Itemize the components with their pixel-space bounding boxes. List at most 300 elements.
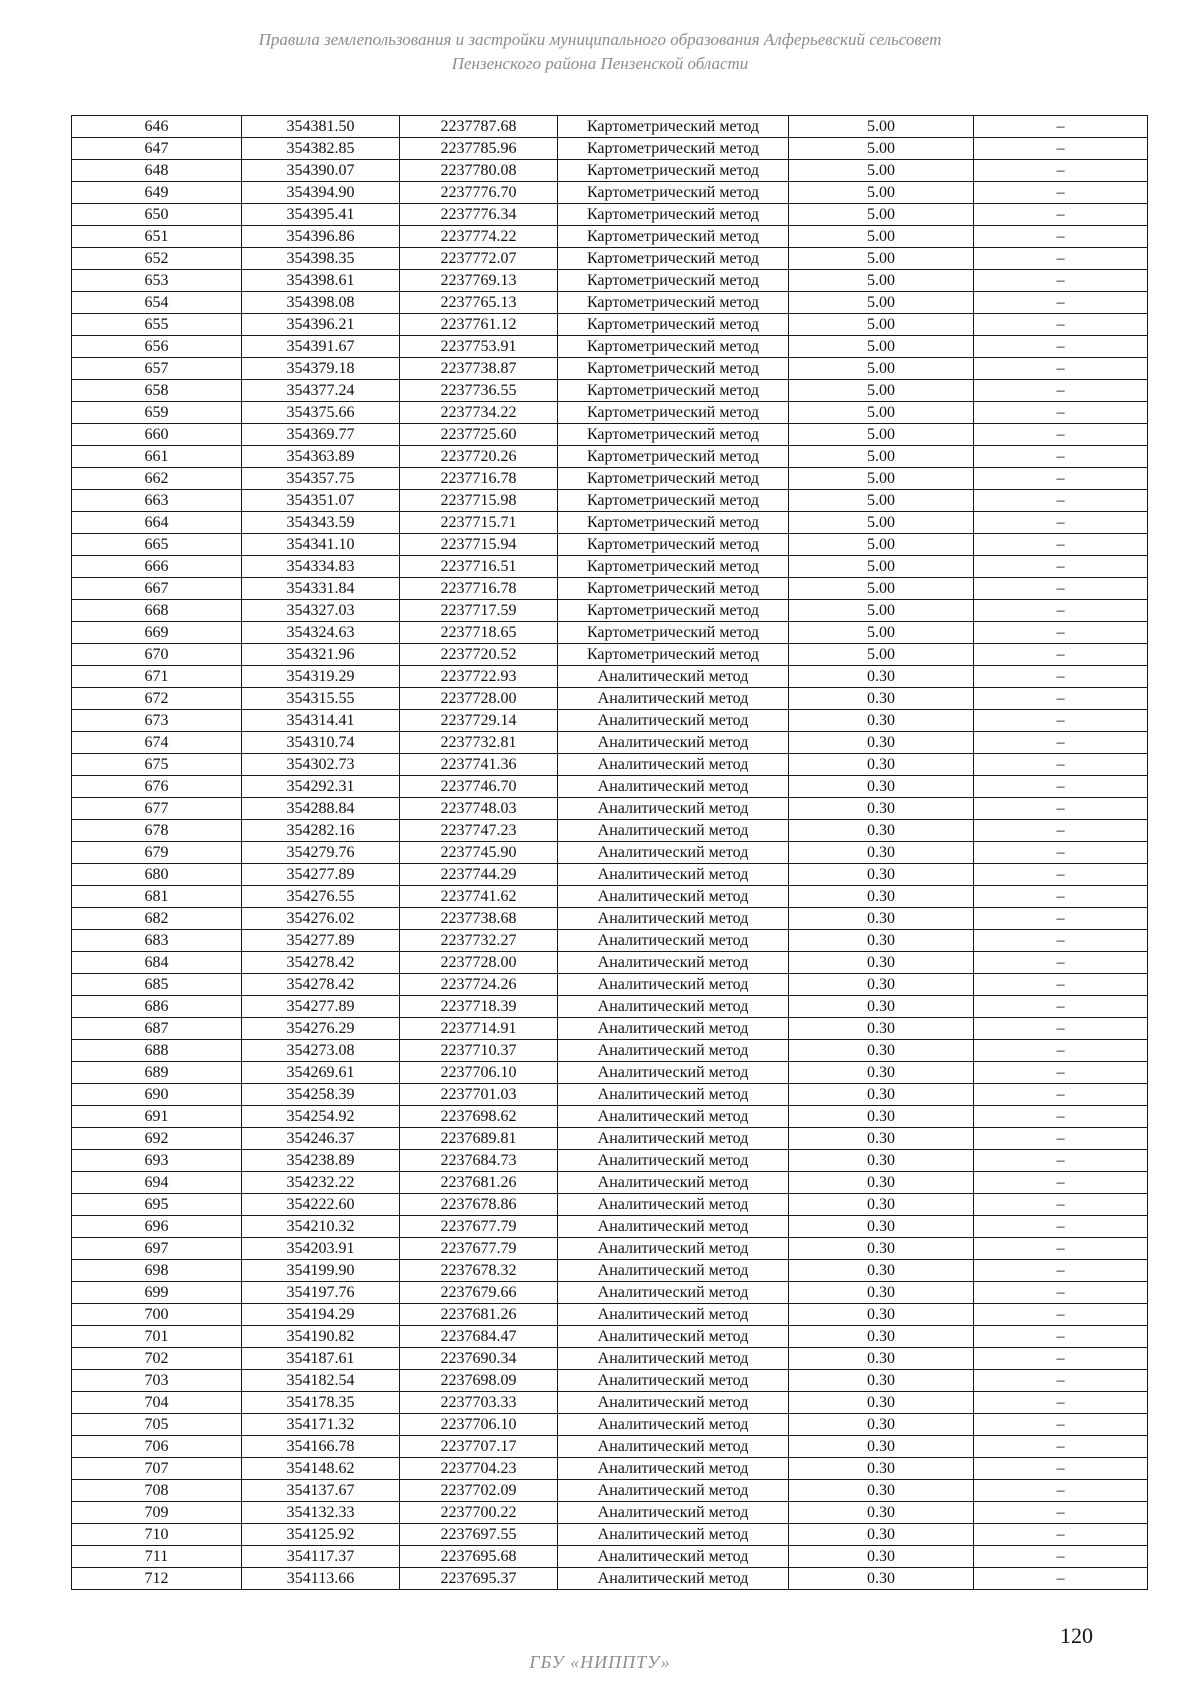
table-row [72,248,1148,270]
point-number-cell: 672 [72,688,242,710]
method-cell: Аналитический метод [558,864,789,886]
method-cell: Аналитический метод [558,908,789,930]
accuracy-cell: 0.30 [789,1546,974,1568]
method-cell: Картометрический метод [558,248,789,270]
point-number-cell: 676 [72,776,242,798]
table-row [72,468,1148,490]
accuracy-cell: 5.00 [789,336,974,358]
point-number-cell: 654 [72,292,242,314]
point-number-cell: 692 [72,1128,242,1150]
x-coordinate-cell: 354178.35 [242,1392,400,1414]
point-number-cell: 669 [72,622,242,644]
coordinates-table [71,115,1148,1590]
note-cell: – [974,1150,1148,1172]
table-row [72,512,1148,534]
table-row [72,1436,1148,1458]
y-coordinate-cell: 2237787.68 [400,116,558,138]
point-number-cell: 699 [72,1282,242,1304]
y-coordinate-cell: 2237720.52 [400,644,558,666]
y-coordinate-cell: 2237703.33 [400,1392,558,1414]
point-number-cell: 670 [72,644,242,666]
accuracy-cell: 5.00 [789,204,974,226]
y-coordinate-cell: 2237734.22 [400,402,558,424]
accuracy-cell: 0.30 [789,1172,974,1194]
point-number-cell: 665 [72,534,242,556]
point-number-cell: 653 [72,270,242,292]
note-cell: – [974,138,1148,160]
accuracy-cell: 5.00 [789,358,974,380]
point-number-cell: 697 [72,1238,242,1260]
method-cell: Аналитический метод [558,820,789,842]
y-coordinate-cell: 2237785.96 [400,138,558,160]
y-coordinate-cell: 2237744.29 [400,864,558,886]
method-cell: Аналитический метод [558,1392,789,1414]
method-cell: Картометрический метод [558,380,789,402]
accuracy-cell: 0.30 [789,754,974,776]
note-cell: – [974,1062,1148,1084]
note-cell: – [974,754,1148,776]
note-cell: – [974,424,1148,446]
point-number-cell: 647 [72,138,242,160]
note-cell: – [974,1370,1148,1392]
note-cell: – [974,1128,1148,1150]
x-coordinate-cell: 354273.08 [242,1040,400,1062]
method-cell: Аналитический метод [558,1172,789,1194]
x-coordinate-cell: 354398.61 [242,270,400,292]
accuracy-cell: 5.00 [789,116,974,138]
point-number-cell: 709 [72,1502,242,1524]
y-coordinate-cell: 2237765.13 [400,292,558,314]
y-coordinate-cell: 2237681.26 [400,1304,558,1326]
method-cell: Аналитический метод [558,1106,789,1128]
table-row [72,1172,1148,1194]
method-cell: Картометрический метод [558,424,789,446]
accuracy-cell: 0.30 [789,1392,974,1414]
method-cell: Аналитический метод [558,952,789,974]
accuracy-cell: 0.30 [789,1128,974,1150]
method-cell: Аналитический метод [558,996,789,1018]
x-coordinate-cell: 354357.75 [242,468,400,490]
x-coordinate-cell: 354232.22 [242,1172,400,1194]
method-cell: Аналитический метод [558,776,789,798]
y-coordinate-cell: 2237776.34 [400,204,558,226]
table-row [72,1458,1148,1480]
x-coordinate-cell: 354398.35 [242,248,400,270]
table-row [72,138,1148,160]
method-cell: Аналитический метод [558,710,789,732]
accuracy-cell: 0.30 [789,1414,974,1436]
y-coordinate-cell: 2237746.70 [400,776,558,798]
note-cell: – [974,1568,1148,1590]
accuracy-cell: 0.30 [789,1194,974,1216]
note-cell: – [974,644,1148,666]
note-cell: – [974,402,1148,424]
x-coordinate-cell: 354334.83 [242,556,400,578]
accuracy-cell: 0.30 [789,842,974,864]
x-coordinate-cell: 354292.31 [242,776,400,798]
method-cell: Аналитический метод [558,1524,789,1546]
table-row [72,996,1148,1018]
x-coordinate-cell: 354327.03 [242,600,400,622]
x-coordinate-cell: 354277.89 [242,864,400,886]
note-cell: – [974,380,1148,402]
y-coordinate-cell: 2237732.27 [400,930,558,952]
note-cell: – [974,1018,1148,1040]
point-number-cell: 694 [72,1172,242,1194]
x-coordinate-cell: 354343.59 [242,512,400,534]
note-cell: – [974,226,1148,248]
table-row [72,1304,1148,1326]
note-cell: – [974,336,1148,358]
accuracy-cell: 0.30 [789,1084,974,1106]
point-number-cell: 703 [72,1370,242,1392]
table-row [72,1568,1148,1590]
x-coordinate-cell: 354117.37 [242,1546,400,1568]
x-coordinate-cell: 354382.85 [242,138,400,160]
point-number-cell: 684 [72,952,242,974]
table-row [72,1128,1148,1150]
y-coordinate-cell: 2237677.79 [400,1238,558,1260]
point-number-cell: 702 [72,1348,242,1370]
accuracy-cell: 5.00 [789,512,974,534]
method-cell: Аналитический метод [558,1150,789,1172]
accuracy-cell: 5.00 [789,600,974,622]
table-row [72,1414,1148,1436]
method-cell: Картометрический метод [558,358,789,380]
y-coordinate-cell: 2237741.62 [400,886,558,908]
note-cell: – [974,468,1148,490]
y-coordinate-cell: 2237720.26 [400,446,558,468]
note-cell: – [974,534,1148,556]
note-cell: – [974,1194,1148,1216]
table-row [72,1040,1148,1062]
table-row [72,952,1148,974]
y-coordinate-cell: 2237718.65 [400,622,558,644]
table-row [72,446,1148,468]
table-row [72,1348,1148,1370]
note-cell: – [974,358,1148,380]
accuracy-cell: 0.30 [789,996,974,1018]
note-cell: – [974,930,1148,952]
accuracy-cell: 0.30 [789,930,974,952]
note-cell: – [974,886,1148,908]
x-coordinate-cell: 354390.07 [242,160,400,182]
table-row [72,182,1148,204]
x-coordinate-cell: 354319.29 [242,666,400,688]
x-coordinate-cell: 354113.66 [242,1568,400,1590]
coordinates-table-body [72,116,1148,1590]
x-coordinate-cell: 354194.29 [242,1304,400,1326]
table-row [72,1150,1148,1172]
table-row [72,886,1148,908]
note-cell: – [974,292,1148,314]
point-number-cell: 706 [72,1436,242,1458]
note-cell: – [974,1282,1148,1304]
table-row [72,358,1148,380]
table-row [72,1238,1148,1260]
point-number-cell: 648 [72,160,242,182]
page-number: 120 [1060,1623,1093,1648]
x-coordinate-cell: 354278.42 [242,974,400,996]
note-cell: – [974,842,1148,864]
x-coordinate-cell: 354324.63 [242,622,400,644]
point-number-cell: 701 [72,1326,242,1348]
y-coordinate-cell: 2237715.98 [400,490,558,512]
accuracy-cell: 0.30 [789,1062,974,1084]
x-coordinate-cell: 354282.16 [242,820,400,842]
accuracy-cell: 5.00 [789,270,974,292]
note-cell: – [974,622,1148,644]
y-coordinate-cell: 2237718.39 [400,996,558,1018]
x-coordinate-cell: 354238.89 [242,1150,400,1172]
accuracy-cell: 5.00 [789,182,974,204]
note-cell: – [974,1084,1148,1106]
method-cell: Картометрический метод [558,468,789,490]
x-coordinate-cell: 354351.07 [242,490,400,512]
accuracy-cell: 5.00 [789,424,974,446]
point-number-cell: 680 [72,864,242,886]
table-row [72,710,1148,732]
y-coordinate-cell: 2237738.87 [400,358,558,380]
note-cell: – [974,600,1148,622]
page-header [0,28,1200,76]
note-cell: – [974,204,1148,226]
table-row [72,974,1148,996]
y-coordinate-cell: 2237702.09 [400,1480,558,1502]
y-coordinate-cell: 2237769.13 [400,270,558,292]
note-cell: – [974,1216,1148,1238]
header-line-2: Пензенского района Пензенской области [451,54,749,73]
note-cell: – [974,864,1148,886]
y-coordinate-cell: 2237716.51 [400,556,558,578]
note-cell: – [974,1414,1148,1436]
table-row [72,644,1148,666]
y-coordinate-cell: 2237695.37 [400,1568,558,1590]
note-cell: – [974,1304,1148,1326]
y-coordinate-cell: 2237706.10 [400,1414,558,1436]
accuracy-cell: 0.30 [789,798,974,820]
table-row [72,160,1148,182]
y-coordinate-cell: 2237707.17 [400,1436,558,1458]
y-coordinate-cell: 2237716.78 [400,468,558,490]
method-cell: Аналитический метод [558,1018,789,1040]
note-cell: – [974,1040,1148,1062]
y-coordinate-cell: 2237690.34 [400,1348,558,1370]
method-cell: Аналитический метод [558,1304,789,1326]
method-cell: Аналитический метод [558,1502,789,1524]
x-coordinate-cell: 354182.54 [242,1370,400,1392]
table-row [72,116,1148,138]
x-coordinate-cell: 354331.84 [242,578,400,600]
x-coordinate-cell: 354279.76 [242,842,400,864]
point-number-cell: 674 [72,732,242,754]
x-coordinate-cell: 354391.67 [242,336,400,358]
table-row [72,1282,1148,1304]
point-number-cell: 712 [72,1568,242,1590]
point-number-cell: 663 [72,490,242,512]
accuracy-cell: 5.00 [789,490,974,512]
x-coordinate-cell: 354379.18 [242,358,400,380]
x-coordinate-cell: 354276.02 [242,908,400,930]
accuracy-cell: 0.30 [789,1018,974,1040]
method-cell: Картометрический метод [558,116,789,138]
y-coordinate-cell: 2237732.81 [400,732,558,754]
accuracy-cell: 5.00 [789,380,974,402]
table-row [72,732,1148,754]
method-cell: Аналитический метод [558,688,789,710]
method-cell: Аналитический метод [558,1326,789,1348]
point-number-cell: 688 [72,1040,242,1062]
table-row [72,864,1148,886]
point-number-cell: 673 [72,710,242,732]
note-cell: – [974,182,1148,204]
y-coordinate-cell: 2237738.68 [400,908,558,930]
table-row [72,1106,1148,1128]
method-cell: Аналитический метод [558,798,789,820]
method-cell: Аналитический метод [558,1282,789,1304]
x-coordinate-cell: 354258.39 [242,1084,400,1106]
accuracy-cell: 0.30 [789,1348,974,1370]
y-coordinate-cell: 2237695.68 [400,1546,558,1568]
note-cell: – [974,908,1148,930]
y-coordinate-cell: 2237698.09 [400,1370,558,1392]
method-cell: Аналитический метод [558,1546,789,1568]
x-coordinate-cell: 354369.77 [242,424,400,446]
x-coordinate-cell: 354132.33 [242,1502,400,1524]
point-number-cell: 708 [72,1480,242,1502]
x-coordinate-cell: 354137.67 [242,1480,400,1502]
x-coordinate-cell: 354277.89 [242,996,400,1018]
table-row [72,666,1148,688]
point-number-cell: 675 [72,754,242,776]
x-coordinate-cell: 354254.92 [242,1106,400,1128]
table-row [72,1260,1148,1282]
method-cell: Аналитический метод [558,666,789,688]
x-coordinate-cell: 354187.61 [242,1348,400,1370]
point-number-cell: 711 [72,1546,242,1568]
note-cell: – [974,314,1148,336]
table-row [72,204,1148,226]
point-number-cell: 710 [72,1524,242,1546]
x-coordinate-cell: 354276.55 [242,886,400,908]
accuracy-cell: 0.30 [789,1260,974,1282]
y-coordinate-cell: 2237747.23 [400,820,558,842]
method-cell: Аналитический метод [558,1238,789,1260]
y-coordinate-cell: 2237736.55 [400,380,558,402]
y-coordinate-cell: 2237728.00 [400,952,558,974]
y-coordinate-cell: 2237715.94 [400,534,558,556]
accuracy-cell: 0.30 [789,710,974,732]
accuracy-cell: 5.00 [789,138,974,160]
x-coordinate-cell: 354148.62 [242,1458,400,1480]
y-coordinate-cell: 2237684.73 [400,1150,558,1172]
method-cell: Картометрический метод [558,182,789,204]
table-row [72,424,1148,446]
accuracy-cell: 0.30 [789,1480,974,1502]
method-cell: Аналитический метод [558,732,789,754]
note-cell: – [974,1106,1148,1128]
x-coordinate-cell: 354203.91 [242,1238,400,1260]
method-cell: Картометрический метод [558,600,789,622]
table-row [72,930,1148,952]
note-cell: – [974,710,1148,732]
point-number-cell: 661 [72,446,242,468]
accuracy-cell: 0.30 [789,1282,974,1304]
note-cell: – [974,270,1148,292]
method-cell: Картометрический метод [558,402,789,424]
accuracy-cell: 0.30 [789,864,974,886]
note-cell: – [974,1546,1148,1568]
point-number-cell: 664 [72,512,242,534]
method-cell: Аналитический метод [558,1480,789,1502]
note-cell: – [974,732,1148,754]
method-cell: Аналитический метод [558,754,789,776]
point-number-cell: 681 [72,886,242,908]
y-coordinate-cell: 2237714.91 [400,1018,558,1040]
method-cell: Аналитический метод [558,886,789,908]
method-cell: Картометрический метод [558,534,789,556]
y-coordinate-cell: 2237725.60 [400,424,558,446]
accuracy-cell: 0.30 [789,1458,974,1480]
accuracy-cell: 0.30 [789,1524,974,1546]
note-cell: – [974,490,1148,512]
y-coordinate-cell: 2237761.12 [400,314,558,336]
method-cell: Картометрический метод [558,446,789,468]
y-coordinate-cell: 2237701.03 [400,1084,558,1106]
point-number-cell: 698 [72,1260,242,1282]
x-coordinate-cell: 354381.50 [242,116,400,138]
method-cell: Картометрический метод [558,644,789,666]
y-coordinate-cell: 2237722.93 [400,666,558,688]
accuracy-cell: 5.00 [789,644,974,666]
table-row [72,1216,1148,1238]
point-number-cell: 705 [72,1414,242,1436]
method-cell: Аналитический метод [558,1040,789,1062]
table-row [72,1084,1148,1106]
table-row [72,490,1148,512]
note-cell: – [974,1260,1148,1282]
note-cell: – [974,1238,1148,1260]
method-cell: Картометрический метод [558,556,789,578]
point-number-cell: 655 [72,314,242,336]
point-number-cell: 690 [72,1084,242,1106]
accuracy-cell: 0.30 [789,952,974,974]
accuracy-cell: 0.30 [789,820,974,842]
method-cell: Аналитический метод [558,1216,789,1238]
point-number-cell: 650 [72,204,242,226]
y-coordinate-cell: 2237774.22 [400,226,558,248]
method-cell: Картометрический метод [558,578,789,600]
accuracy-cell: 5.00 [789,556,974,578]
accuracy-cell: 0.30 [789,666,974,688]
method-cell: Картометрический метод [558,336,789,358]
point-number-cell: 687 [72,1018,242,1040]
table-row [72,402,1148,424]
point-number-cell: 677 [72,798,242,820]
point-number-cell: 682 [72,908,242,930]
table-row [72,556,1148,578]
method-cell: Аналитический метод [558,974,789,996]
y-coordinate-cell: 2237704.23 [400,1458,558,1480]
y-coordinate-cell: 2237698.62 [400,1106,558,1128]
x-coordinate-cell: 354199.90 [242,1260,400,1282]
note-cell: – [974,160,1148,182]
point-number-cell: 657 [72,358,242,380]
x-coordinate-cell: 354277.89 [242,930,400,952]
accuracy-cell: 0.30 [789,1238,974,1260]
note-cell: – [974,248,1148,270]
accuracy-cell: 0.30 [789,688,974,710]
